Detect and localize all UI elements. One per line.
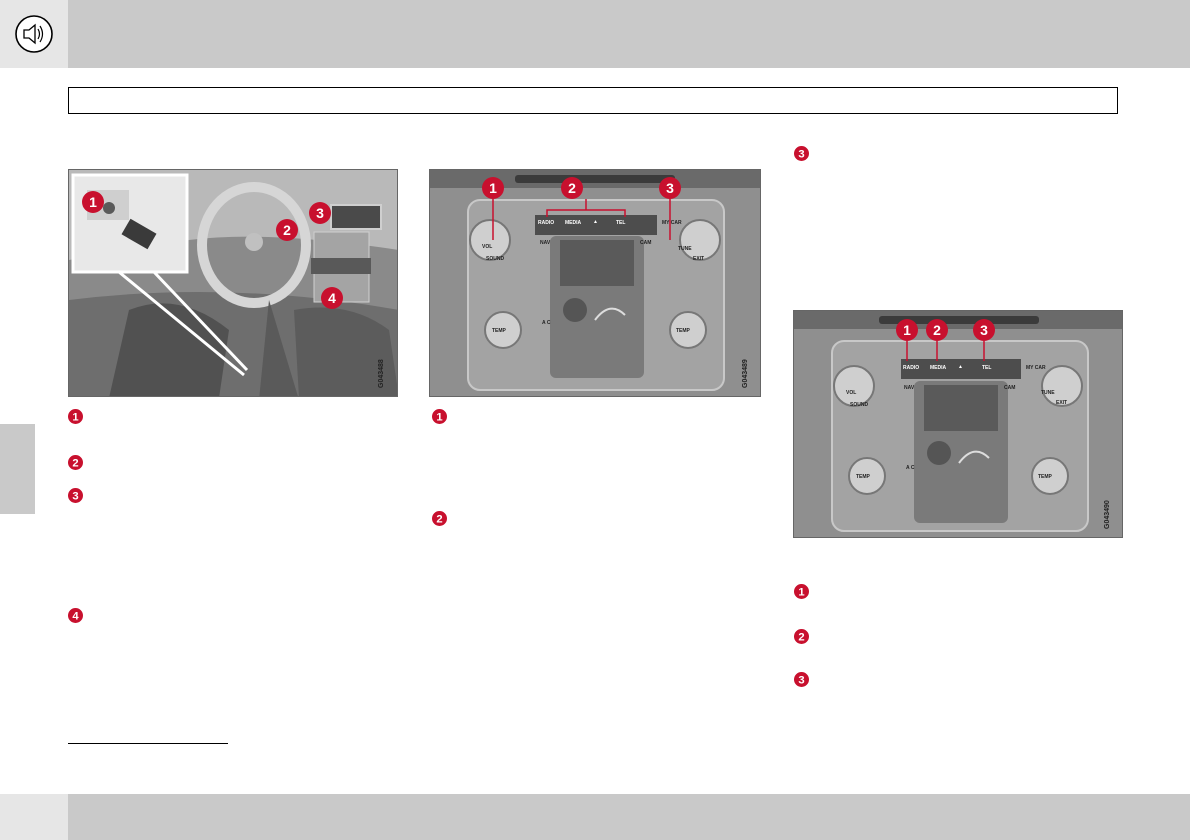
bottom-footer-bar xyxy=(0,794,1190,840)
temp-right-label: TEMP xyxy=(1038,474,1052,480)
figure-code: G043488 xyxy=(378,359,385,388)
svg-text:3: 3 xyxy=(798,148,805,161)
legend-marker-4 xyxy=(68,608,83,623)
figure-code: G043489 xyxy=(742,359,749,388)
svg-text:2: 2 xyxy=(72,457,79,470)
legend-marker-2 xyxy=(68,455,83,470)
svg-text:1: 1 xyxy=(89,194,97,210)
legend-marker-1 xyxy=(68,409,83,424)
callout-1 xyxy=(82,191,104,213)
radio-button[interactable]: RADIO xyxy=(538,220,555,226)
tune-label: TUNE xyxy=(678,246,692,252)
speaker-icon xyxy=(14,14,54,54)
footnote-divider xyxy=(68,743,228,744)
nav-button[interactable]: NAV xyxy=(540,240,551,246)
eject-button[interactable]: ▲ xyxy=(593,219,598,225)
mycar-button[interactable]: MY CAR xyxy=(662,220,682,226)
svg-text:4: 4 xyxy=(328,290,336,306)
tune-label: TUNE xyxy=(1041,390,1055,396)
top-header-bar xyxy=(0,0,1190,68)
console-photo-b xyxy=(793,310,1123,538)
vol-label: VOL xyxy=(846,390,857,396)
temp-right-label: TEMP xyxy=(676,328,690,334)
callout-leaders-a xyxy=(430,170,761,397)
chapter-tab xyxy=(0,424,35,514)
svg-text:3: 3 xyxy=(798,674,805,687)
eject-button[interactable]: ▲ xyxy=(958,364,963,370)
svg-text:2: 2 xyxy=(798,631,805,644)
mycar-button[interactable]: MY CAR xyxy=(1026,365,1046,371)
svg-text:2: 2 xyxy=(283,222,291,238)
exit-label: EXIT xyxy=(1056,400,1068,406)
figure-code: G043490 xyxy=(1104,500,1111,529)
cam-button[interactable]: CAM xyxy=(640,240,652,246)
svg-text:2: 2 xyxy=(436,513,443,526)
page-number-box xyxy=(0,794,68,840)
section-title-box xyxy=(68,87,1118,114)
legend-marker-3 xyxy=(794,146,809,161)
legend-marker-1 xyxy=(432,409,447,424)
dashboard-photo xyxy=(68,169,398,397)
callout-2 xyxy=(276,219,298,241)
svg-text:2: 2 xyxy=(933,322,941,338)
ac-label: A C xyxy=(542,320,551,326)
cam-button[interactable]: CAM xyxy=(1004,385,1016,391)
temp-left-label: TEMP xyxy=(492,328,506,334)
sound-label: SOUND xyxy=(850,402,869,408)
ac-label: A C xyxy=(906,465,915,471)
svg-text:3: 3 xyxy=(316,205,324,221)
console-photo-a xyxy=(429,169,761,397)
callout-4 xyxy=(321,287,343,309)
temp-left-label: TEMP xyxy=(856,474,870,480)
legend-marker-2 xyxy=(794,629,809,644)
media-button[interactable]: MEDIA xyxy=(565,220,582,226)
svg-text:2: 2 xyxy=(568,180,576,196)
media-button[interactable]: MEDIA xyxy=(930,365,947,371)
legend-marker-3 xyxy=(794,672,809,687)
legend-marker-1 xyxy=(794,584,809,599)
svg-text:3: 3 xyxy=(666,180,674,196)
callout-3 xyxy=(309,202,331,224)
tel-button[interactable]: TEL xyxy=(616,220,626,226)
legend-marker-3 xyxy=(68,488,83,503)
sound-label: SOUND xyxy=(486,256,505,262)
dashboard-illustration xyxy=(69,170,398,397)
svg-text:4: 4 xyxy=(72,610,79,623)
exit-label: EXIT xyxy=(693,256,705,262)
svg-text:1: 1 xyxy=(489,180,497,196)
radio-button[interactable]: RADIO xyxy=(903,365,920,371)
vol-label: VOL xyxy=(482,244,493,250)
svg-text:1: 1 xyxy=(798,586,805,599)
tel-button[interactable]: TEL xyxy=(982,365,992,371)
legend-marker-2 xyxy=(432,511,447,526)
svg-text:1: 1 xyxy=(903,322,911,338)
header-icon-box xyxy=(0,0,68,68)
callout-leaders-b xyxy=(794,311,1123,538)
nav-button[interactable]: NAV xyxy=(904,385,915,391)
svg-text:1: 1 xyxy=(436,411,443,424)
svg-text:1: 1 xyxy=(72,411,79,424)
svg-text:3: 3 xyxy=(72,490,79,503)
svg-text:3: 3 xyxy=(980,322,988,338)
